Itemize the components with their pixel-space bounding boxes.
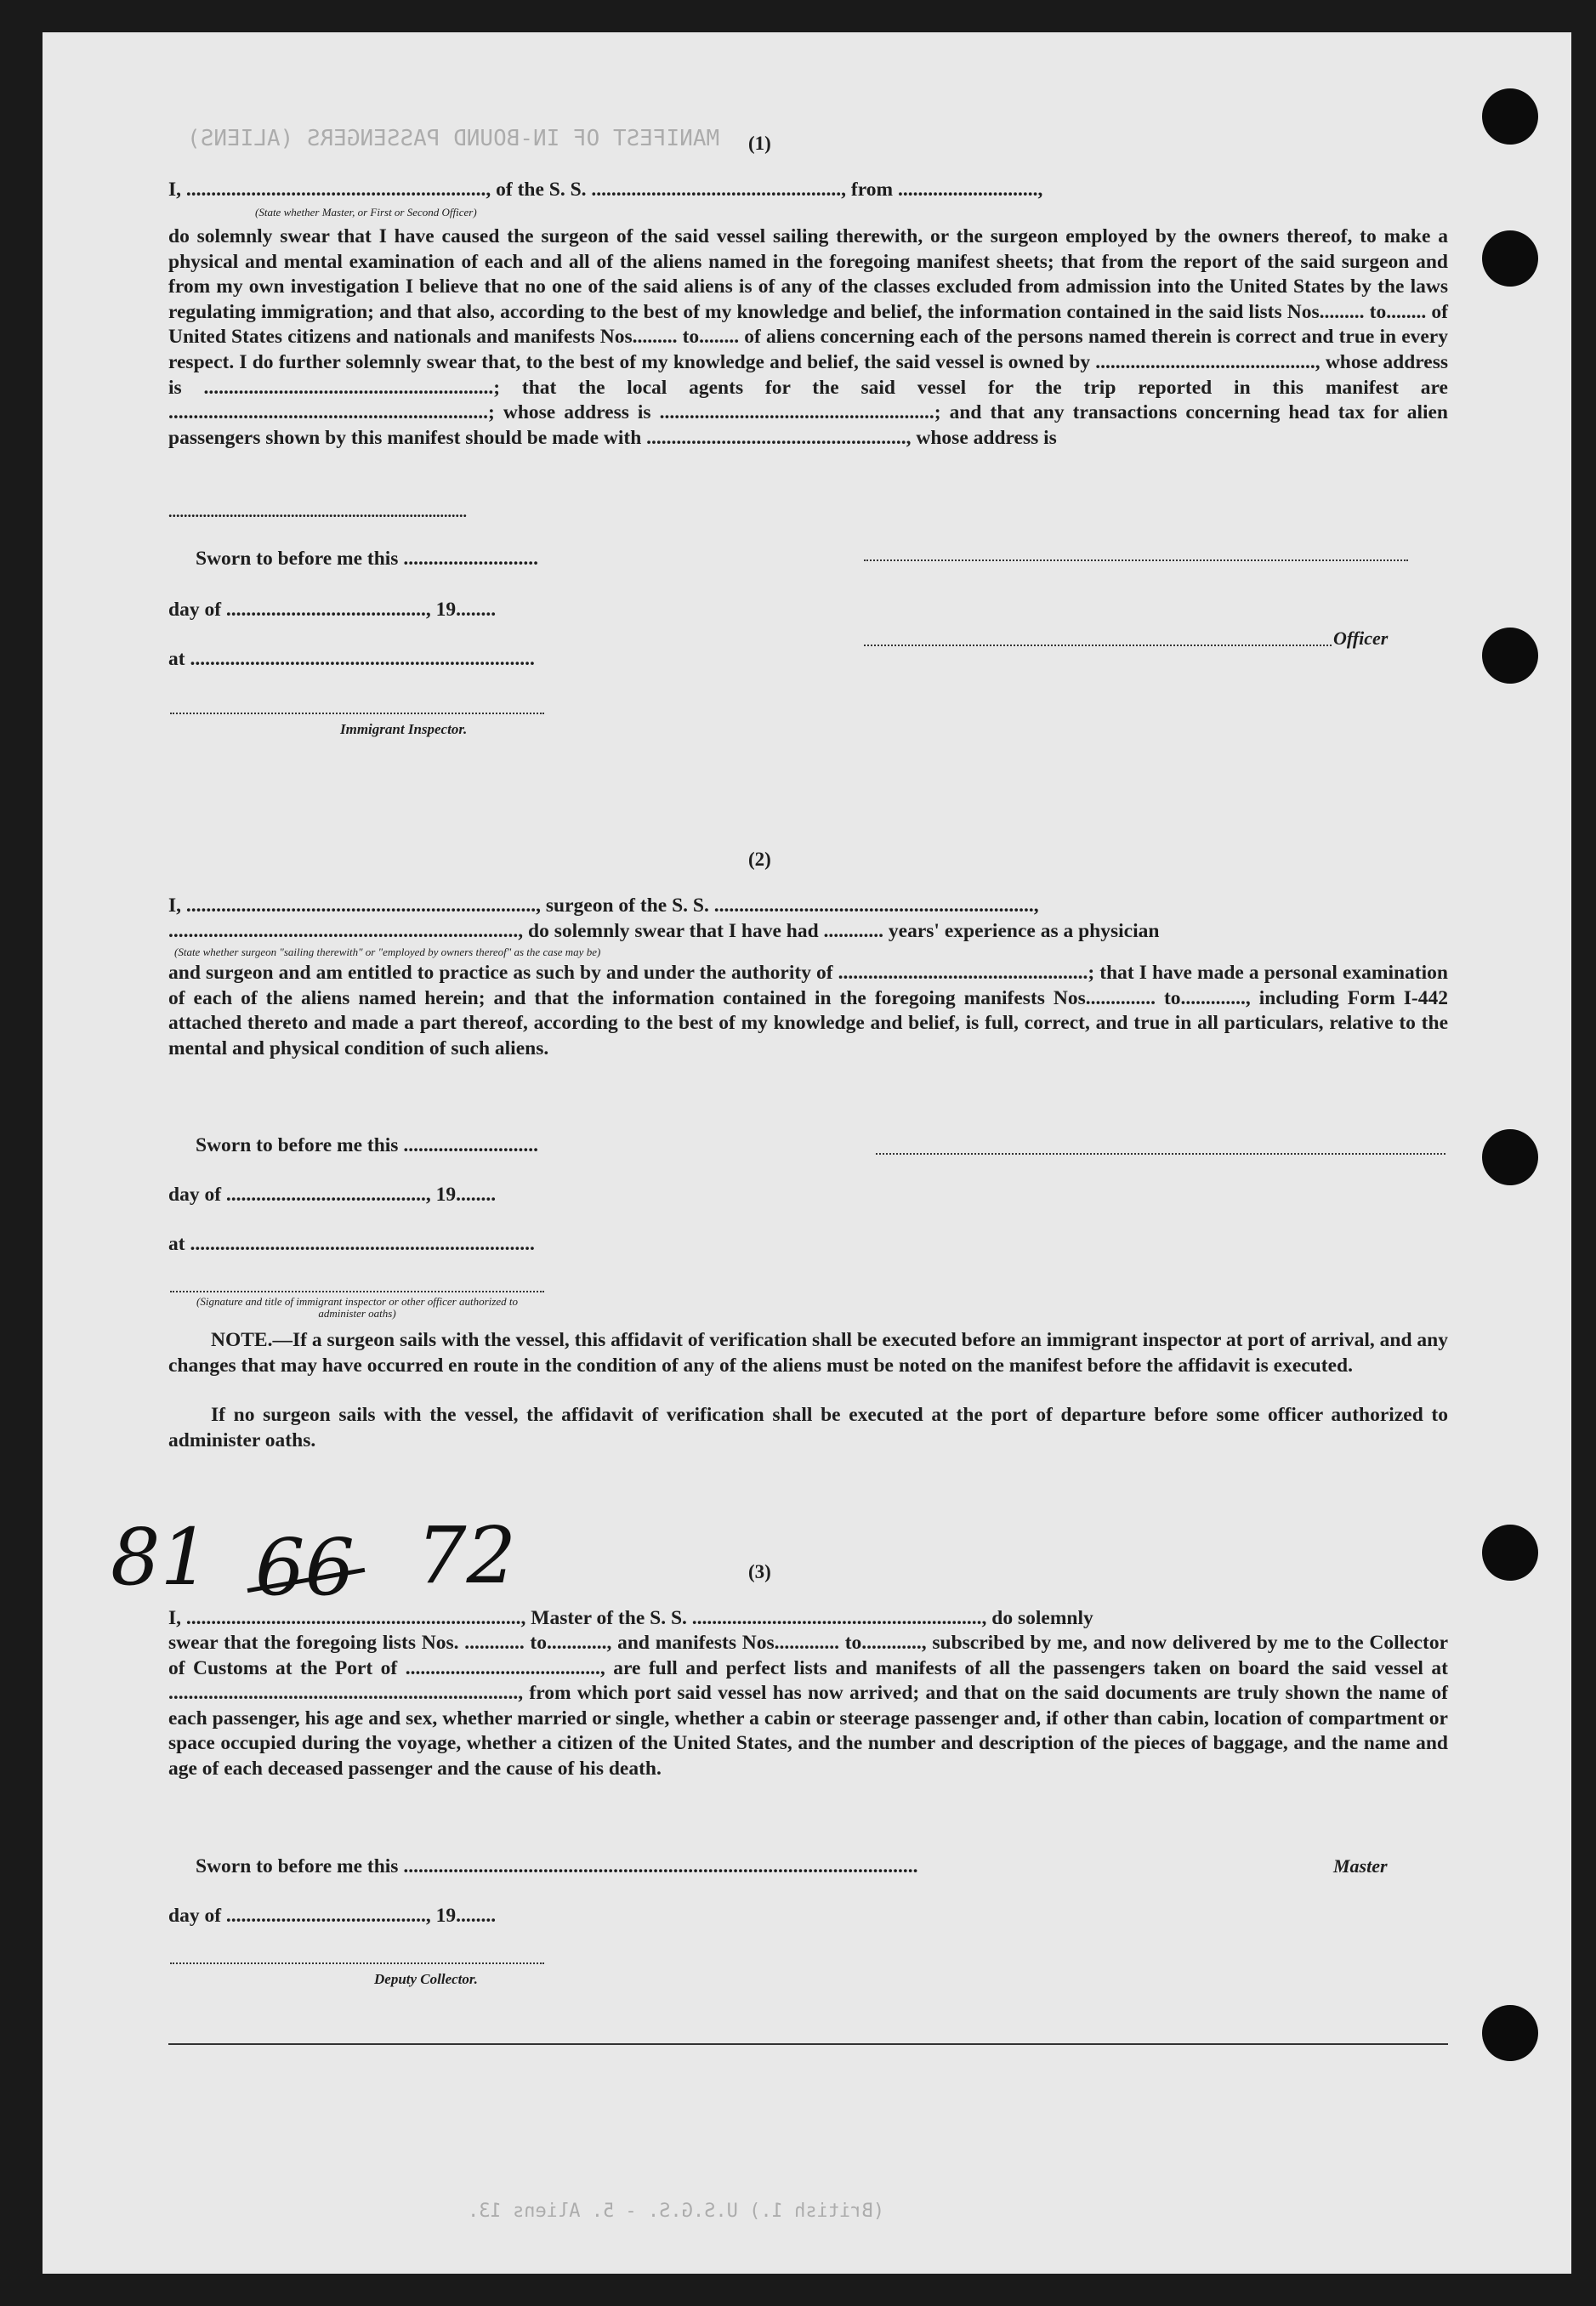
- surgeon-note-2: If no surgeon sails with the vessel, the affidavit of verification shall be executed at the port of departure before some officer authorized to administer oaths.: [168, 1404, 1448, 1451]
- note-text: —If a surgeon sails with the vessel, this affidavit of verification shall be executed before an immigrant inspector at port of arrival, and any changes that may have occurred en route in the condition of any of the aliens must be noted on the manifest before the affidavit is executed.: [168, 1329, 1448, 1377]
- master-label: Master: [1333, 1855, 1388, 1877]
- bottom-rule: [168, 2043, 1448, 2045]
- section-2-oath-text: and surgeon and am entitled to practice as such by and under the authority of ..................................................; that I have made a personal examination of each of the aliens named herein; and that the information contained in the foregoing manifests Nos.............. to............., including Form I-442 attached thereto and made a part thereof, according to the best of my knowledge and belief, is full, correct, and true in all particulars, relative to the mental and physical condition of such aliens.: [168, 962, 1448, 1059]
- section-1-day-line: day of ........................................, 19........: [168, 599, 497, 621]
- section-1-caption: (State whether Master, or First or Second Officer): [255, 206, 477, 219]
- section-2-caption: (State whether surgeon "sailing therewith" or "employed by owners thereof" as the case may be): [174, 946, 601, 958]
- section-3-oath-text: swear that the foregoing lists Nos. ............ to............, and manifests Nos............. to............, subscribed by me, and now delivered by me to the Collector of Customs at the Port of ......................................., are full and perfect lists and manifests of all the passengers taken on board the said vessel at ......................................................................, from which port said vessel has now arrived; and that on the said documents are truly shown the name of each passenger, his age and sex, whether married or single, whether a cabin or steerage passenger and, if other than cabin, location of compartment or space occupied during the voyage, whether a citizen of the United States, and the number and description of the pieces of baggage, and the name and age of each deceased passenger and the cause of his death.: [168, 1632, 1448, 1780]
- section-2-signature-caption: (Signature and title of immigrant inspector or other officer authorized to administer oaths): [196, 1295, 518, 1320]
- handwritten-number-66: 66: [255, 1522, 355, 1613]
- handwritten-number-81: 81: [111, 1512, 211, 1603]
- section-2-inspector-signature-line: [170, 1291, 544, 1292]
- punch-hole: [1482, 230, 1538, 287]
- section-2-day-line: day of ........................................, 19........: [168, 1184, 497, 1206]
- section-2-surgeon-signature-line: [876, 1153, 1445, 1155]
- section-3-number: (3): [748, 1561, 771, 1582]
- section-2-number: (2): [748, 849, 771, 870]
- section-1-master-signature-line: [864, 559, 1408, 561]
- section-2-at-line: at .....................................................................: [168, 1233, 535, 1255]
- section-2-sworn-line: Sworn to before me this ...........................: [196, 1134, 538, 1156]
- deputy-collector-label: Deputy Collector.: [374, 1971, 478, 1987]
- section-1-number: (1): [748, 133, 771, 154]
- punch-hole: [1482, 1525, 1538, 1581]
- section-1-oath-tail: ..............................................................................: [168, 503, 467, 520]
- bleed-through-footer: (British 1.) U.S.G.S. - 5. Aliens 13.: [468, 2201, 885, 2222]
- section-3-day-line: day of ........................................, 19........: [168, 1905, 497, 1927]
- inspector-signature-line: [170, 713, 544, 714]
- section-3-opening-line: I, ..................................................................., Master of the S. S. .........................................................., do solemnly: [168, 1607, 1093, 1629]
- punch-hole: [1482, 1129, 1538, 1185]
- section-3-sworn-line: Sworn to before me this .......................................................................................................: [196, 1855, 918, 1877]
- officer-label: Officer: [1333, 628, 1389, 649]
- section-1-officer-signature-line: [864, 645, 1332, 646]
- section-1-sworn-line: Sworn to before me this ...........................: [196, 548, 538, 570]
- bleed-through-header: MANIFEST OF IN-BOUND PASSENGERS (ALIENS): [187, 126, 720, 151]
- section-1-opening-line: I, ............................................................, of the S. S. .................................................., from ............................,: [168, 179, 1043, 201]
- note-label: NOTE.: [211, 1329, 273, 1351]
- deputy-collector-signature-line: [170, 1962, 544, 1964]
- manifest-page: [43, 32, 1571, 2274]
- punch-hole: [1482, 2005, 1538, 2061]
- immigrant-inspector-label: Immigrant Inspector.: [340, 721, 468, 737]
- section-1-oath-text: do solemnly swear that I have caused the surgeon of the said vessel sailing therewith, or the surgeon employed by the owners thereof, to make a physical and mental examination of each and all of the aliens named in the foregoing manifest sheets; that from the report of the said surgeon and from my own investigation I believe that no one of the said aliens is of any of the classes excluded from admission into the United States by the laws regulating immigration; and that also, according to the best of my knowledge and belief, the information contained in the said lists Nos......... to........ of United States citizens and nationals and manifests Nos......... to........ of aliens concerning each of the persons named therein is correct and true in every respect. I do further solemnly swear that, to the best of my knowledge and belief, the said vessel is owned by ............................................, whose address is ..........................................................; that the local agents for the said vessel for the trip reported in this manifest are ................................................................; whose address is .......................................................; and that any transactions concerning head tax for alien passengers shown by this manifest should be made with ...................................................., whose address is: [168, 225, 1448, 449]
- section-2-opening-line: I, ......................................................................, surgeon of the S. S. ................................................................,: [168, 895, 1039, 917]
- section-1-at-line: at .....................................................................: [168, 648, 535, 670]
- surgeon-note: [168, 1328, 1448, 1378]
- punch-hole: [1482, 628, 1538, 684]
- handwritten-number-72: 72: [417, 1510, 517, 1601]
- section-2-second-line: ......................................................................, do solemnly swear that I have had ............ years' experience as a physician: [168, 920, 1160, 942]
- punch-hole: [1482, 88, 1538, 145]
